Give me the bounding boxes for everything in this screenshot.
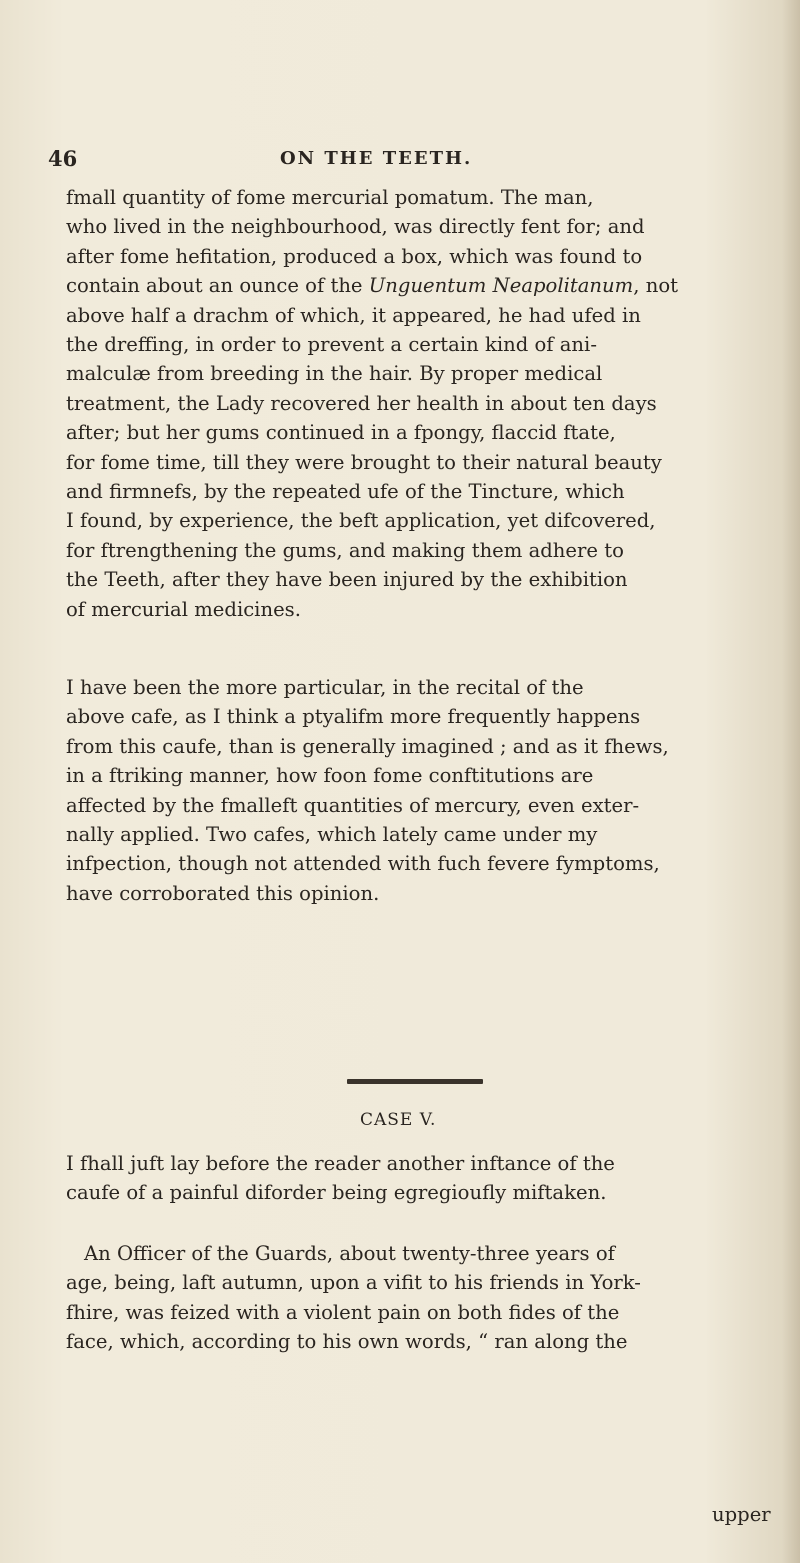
catchword: upper — [712, 1503, 771, 1526]
text-line: the Teeth, after they have been injured by the exhibition — [66, 568, 628, 592]
text-line: nally applied. Two cafes, which lately came under my — [66, 823, 598, 846]
text-line — [66, 272, 678, 300]
text-line: in a ftriking manner, how foon fome conftitutions are — [66, 764, 594, 788]
text-line: after; but her gums continued in a fpongy, flaccid ftate, — [66, 421, 616, 445]
section-divider-rule — [347, 1079, 483, 1084]
text-line: affected by the fmalleft quantities of mercury, even exter- — [66, 793, 640, 817]
text-line: treatment, the Lady recovered her health in about ten days — [66, 391, 657, 415]
text-line: of mercurial medicines. — [66, 597, 301, 621]
text-line: and firmnefs, by the repeated ufe of the Tincture, which — [66, 480, 625, 503]
text-line: for ftrengthening the gums, and making them adhere to — [66, 538, 624, 562]
text-line: fhire, was feized with a violent pain on both fides of the — [66, 1300, 620, 1324]
text-line-before-italic: contain about an ounce of the — [66, 274, 369, 298]
running-title: ON THE TEETH. — [280, 148, 473, 169]
page-header — [48, 146, 748, 176]
italic-latin-term: Unguentum Neapolitanum — [368, 274, 634, 298]
page-number: 46 — [48, 146, 78, 171]
text-line: who lived in the neighbourhood, was directly fent for; and — [66, 215, 645, 239]
text-line: from this caufe, than is generally imagined ; and as it fhews, — [66, 734, 669, 758]
page-edge-shadow — [782, 0, 800, 1563]
text-line: age, being, laft autumn, upon a vifit to his friends in York- — [66, 1271, 641, 1295]
text-line: above cafe, as I think a ptyalifm more frequently happens — [66, 705, 641, 729]
text-line: caufe of a painful diforder being egregioufly miftaken. — [66, 1181, 607, 1205]
text-line: infpection, though not attended with fuch fevere fymptoms, — [66, 852, 660, 876]
text-line-after-italic: , not — [633, 274, 678, 298]
case-heading: CASE V. — [360, 1110, 437, 1130]
text-line: An Officer of the Guards, about twenty-three years of — [84, 1242, 615, 1265]
text-line: have corroborated this opinion. — [66, 881, 380, 905]
text-line: I found, by experience, the beft application, yet difcovered, — [66, 509, 656, 533]
text-line: malculæ from breeding in the hair. By proper medical — [66, 362, 603, 386]
text-line: above half a drachm of which, it appeared, he had ufed in — [66, 303, 641, 327]
text-line: I have been the more particular, in the recital of the — [66, 676, 584, 699]
text-line: after fome hefitation, produced a box, which was found to — [66, 244, 643, 268]
text-line: fmall quantity of fome mercurial pomatum. The man, — [66, 186, 594, 209]
text-line: the dreffing, in order to prevent a certain kind of ani- — [66, 333, 597, 356]
text-line: for fome time, till they were brought to their natural beauty — [66, 450, 662, 474]
text-line: face, which, according to his own words, “ ran along the — [66, 1330, 628, 1354]
text-line: I fhall juft lay before the reader another inftance of the — [66, 1152, 615, 1175]
